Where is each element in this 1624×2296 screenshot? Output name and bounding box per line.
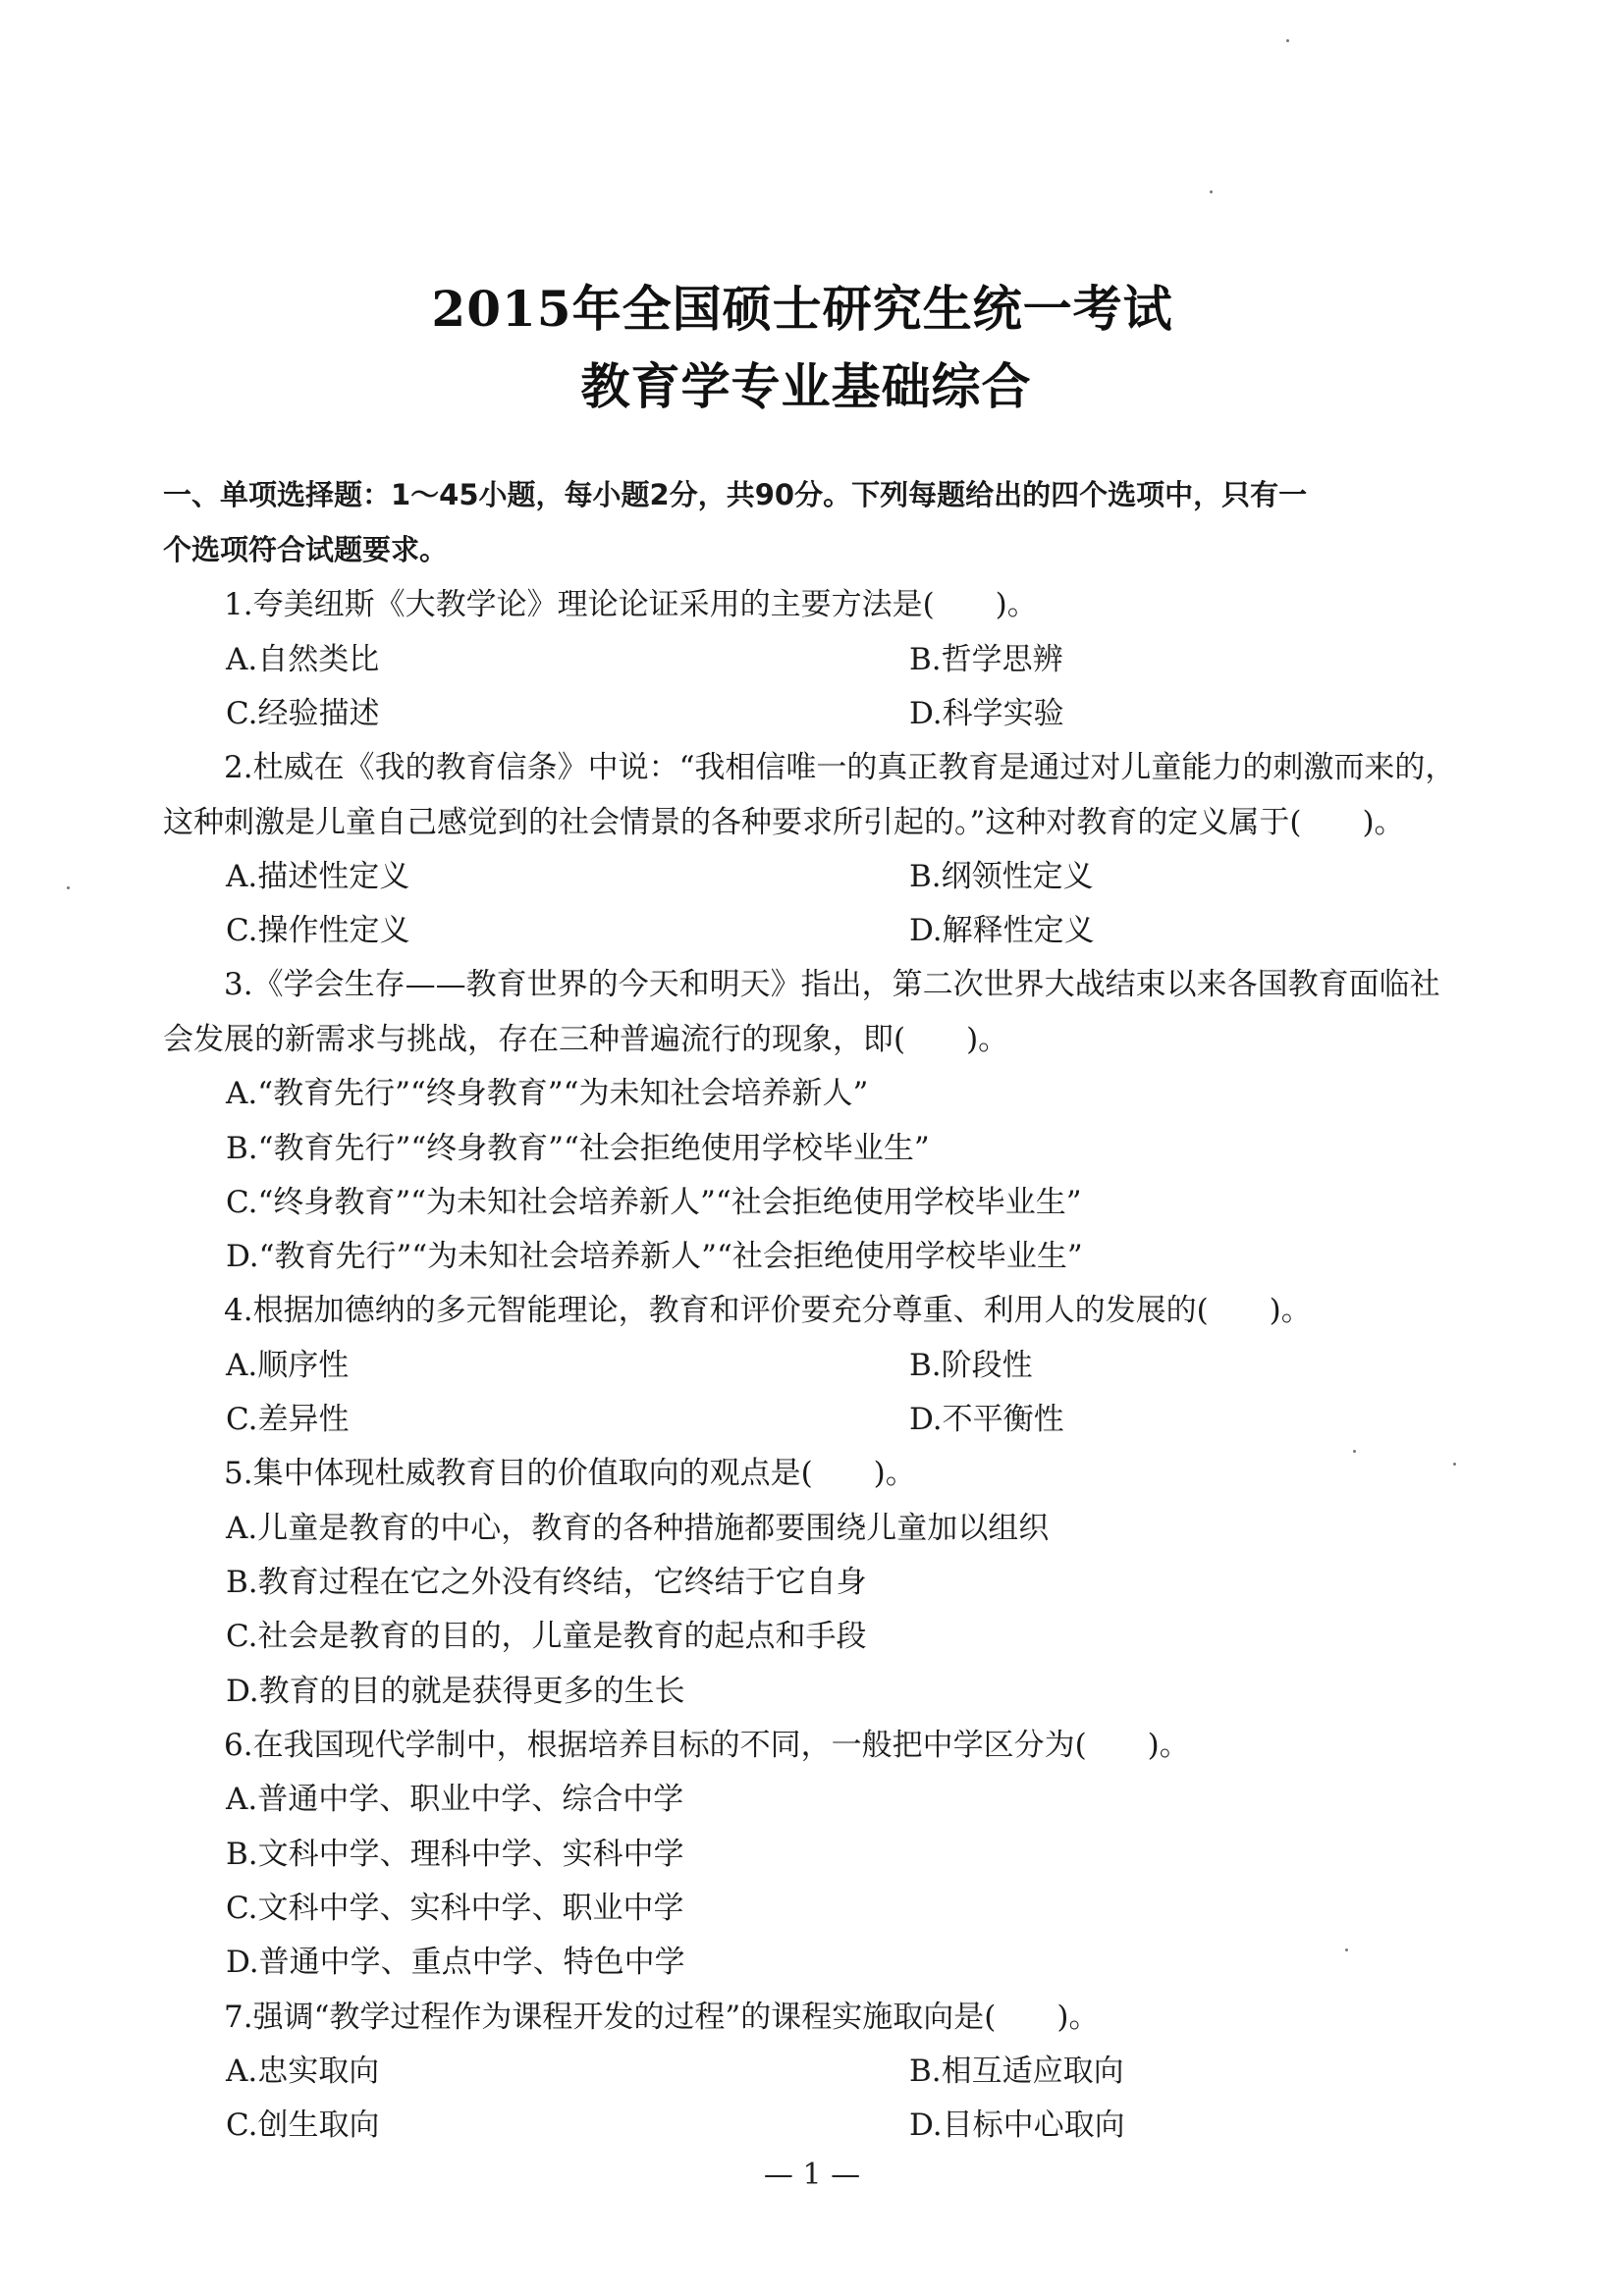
question-7-option-c: C.创生取向 xyxy=(226,2108,380,2143)
section-heading: 一、单项选择题：1～45小题，每小题2分，共90分。下列每题给出的四个选项中，只有一 xyxy=(163,478,1308,511)
question-3-stem: 3.《学会生存——教育世界的今天和明天》指出，第二次世界大战结束以来各国教育面临社 xyxy=(224,967,1440,1002)
question-4-option-d: D.不平衡性 xyxy=(909,1402,1064,1437)
page-number: — 1 — xyxy=(763,2158,861,2192)
question-6-option-c: C.文科中学、实科中学、职业中学 xyxy=(226,1891,684,1926)
question-4-option-a: A.顺序性 xyxy=(226,1348,350,1383)
question-7-stem: 7.强调“教学过程作为课程开发的过程”的课程实施取向是( )。 xyxy=(224,2000,1100,2035)
question-6-option-a: A.普通中学、职业中学、综合中学 xyxy=(226,1782,684,1817)
exam-title: 2015年全国硕士研究生统一考试 xyxy=(431,280,1173,338)
question-3-option-a: A.“教育先行”“终身教育”“为未知社会培养新人” xyxy=(226,1076,869,1111)
question-1-stem: 1.夸美纽斯《大教学论》理论论证采用的主要方法是( )。 xyxy=(224,587,1038,622)
scan-speck xyxy=(1345,1949,1348,1951)
scan-speck xyxy=(1453,1463,1456,1466)
question-5-option-c: C.社会是教育的目的，儿童是教育的起点和手段 xyxy=(226,1619,867,1654)
question-6-stem: 6.在我国现代学制中，根据培养目标的不同，一般把中学区分为( )。 xyxy=(224,1728,1190,1763)
scan-speck xyxy=(1210,190,1213,193)
question-1-option-d: D.科学实验 xyxy=(909,696,1064,731)
question-2-stem: 2.杜威在《我的教育信条》中说：“我相信唯一的真正教育是通过对儿童能力的刺激而来的， xyxy=(224,750,1456,785)
exam-subtitle: 教育学专业基础综合 xyxy=(580,357,1032,415)
question-5-option-d: D.教育的目的就是获得更多的生长 xyxy=(226,1674,685,1709)
question-1-option-b: B.哲学思辨 xyxy=(909,642,1063,677)
question-7-option-d: D.目标中心取向 xyxy=(909,2108,1125,2143)
scan-speck xyxy=(1286,39,1289,42)
question-5-option-b: B.教育过程在它之外没有终结，它终结于它自身 xyxy=(226,1565,867,1600)
question-3-option-d: D.“教育先行”“为未知社会培养新人”“社会拒绝使用学校毕业生” xyxy=(226,1239,1083,1274)
question-2-stem-cont: 这种刺激是儿童自己感觉到的社会情景的各种要求所引起的。”这种对教育的定义属于( )。 xyxy=(163,805,1405,840)
question-2-option-b: B.纲领性定义 xyxy=(909,859,1094,894)
question-4-option-b: B.阶段性 xyxy=(909,1348,1033,1383)
question-7-option-b: B.相互适应取向 xyxy=(909,2054,1124,2089)
scan-speck xyxy=(1353,1450,1356,1453)
question-4-stem: 4.根据加德纳的多元智能理论，教育和评价要充分尊重、利用人的发展的( )。 xyxy=(224,1293,1312,1328)
question-3-option-b: B.“教育先行”“终身教育”“社会拒绝使用学校毕业生” xyxy=(226,1131,930,1166)
question-4-option-c: C.差异性 xyxy=(226,1402,350,1437)
question-6-option-b: B.文科中学、理科中学、实科中学 xyxy=(226,1837,684,1872)
section-heading-cont: 个选项符合试题要求。 xyxy=(163,533,449,566)
question-2-option-d: D.解释性定义 xyxy=(909,913,1095,948)
question-7-option-a: A.忠实取向 xyxy=(226,2054,380,2089)
question-6-option-d: D.普通中学、重点中学、特色中学 xyxy=(226,1945,685,1980)
question-1-option-a: A.自然类比 xyxy=(226,642,380,677)
question-3-stem-cont: 会发展的新需求与挑战，存在三种普遍流行的现象，即( )。 xyxy=(163,1022,1009,1057)
question-2-option-a: A.描述性定义 xyxy=(226,859,410,894)
question-1-option-c: C.经验描述 xyxy=(226,696,380,731)
scan-speck xyxy=(67,886,70,889)
question-2-option-c: C.操作性定义 xyxy=(226,913,410,948)
question-5-stem: 5.集中体现杜威教育目的价值取向的观点是( )。 xyxy=(224,1456,916,1491)
question-3-option-c: C.“终身教育”“为未知社会培养新人”“社会拒绝使用学校毕业生” xyxy=(226,1185,1082,1220)
question-5-option-a: A.儿童是教育的中心，教育的各种措施都要围绕儿童加以组织 xyxy=(226,1511,1050,1546)
